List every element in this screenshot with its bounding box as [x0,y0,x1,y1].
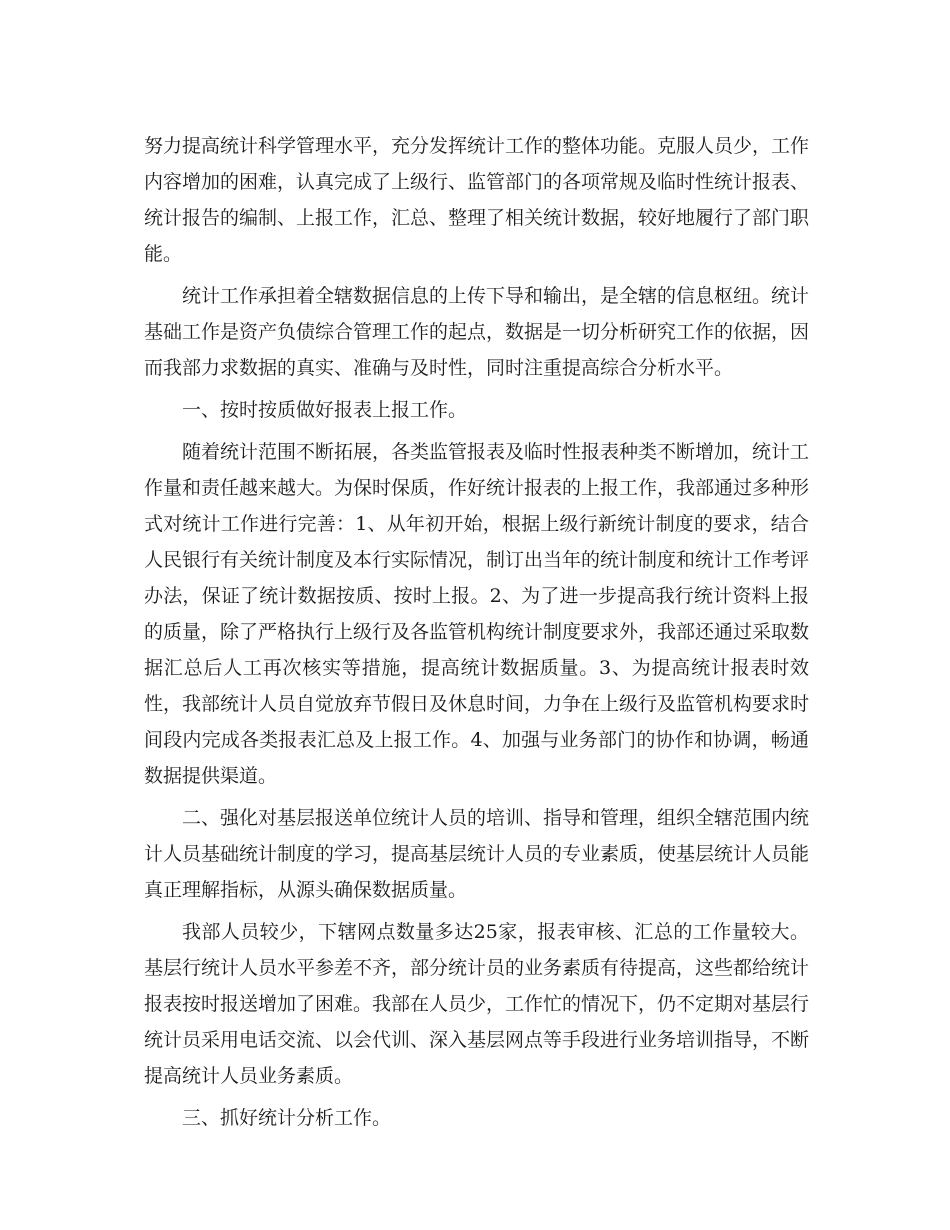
paragraph: 随着统计范围不断拓展，各类监管报表及临时性报表种类不断增加，统计工作量和责任越来越大。为保时保质，作好统计报表的上报工作，我部通过多种形式对统计工作进行完善：1、从年初开始，根据上级行新统计制度的要求，结合人民银行有关统计制度及本行实际情况，制订出当年的统计制度和统计工作考评办法，保证了统计数据按质、按时上报。2、为了进一步提高我行统计资料上报的质量，除了严格执行上级行及各监管机构统计制度要求外，我部还通过采取数据汇总后人工再次核实等措施，提高统计数据质量。3、为提高统计报表时效性，我部统计人员自觉放弃节假日及休息时间，力争在上级行及监管机构要求时间段内完成各类报表汇总及上报工作。4、加强与业务部门的协作和协调，畅通数据提供渠道。 [144,441,810,787]
paragraph: 统计工作承担着全辖数据信息的上传下导和输出，是全辖的信息枢纽。统计基础工作是资产负债综合管理工作的起点，数据是一切分析研究工作的依据，因而我部力求数据的真实、准确与及时性，同时注重提高综合分析水平。 [144,285,810,379]
section-heading: 一、按时按质做好报表上报工作。 [182,399,468,421]
paragraph: 努力提高统计科学管理水平，充分发挥统计工作的整体功能。克服人员少，工作内容增加的困难，认真完成了上级行、监管部门的各项常规及临时性统计报表、统计报告的编制、上报工作，汇总、整理了相关统计数据，较好地履行了部门职能。 [144,135,810,265]
section-heading: 三、抓好统计分析工作。 [182,1107,392,1129]
paragraph: 我部人员较少，下辖网点数量多达25家，报表审核、汇总的工作量较大。基层行统计人员水平参差不齐，部分统计员的业务素质有待提高，这些都给统计报表按时报送增加了困难。我部在人员少，工作忙的情况下，仍不定期对基层行统计员采用电话交流、以会代训、深入基层网点等手段进行业务培训指导，不断提高统计人员业务素质。 [144,921,810,1087]
section-heading: 二、强化对基层报送单位统计人员的培训、指导和管理，组织全辖范围内统计人员基础统计制度的学习，提高基层统计人员的专业素质，使基层统计人员能真正理解指标，从源头确保数据质量。 [144,807,810,901]
document-body [144,128,809,1142]
